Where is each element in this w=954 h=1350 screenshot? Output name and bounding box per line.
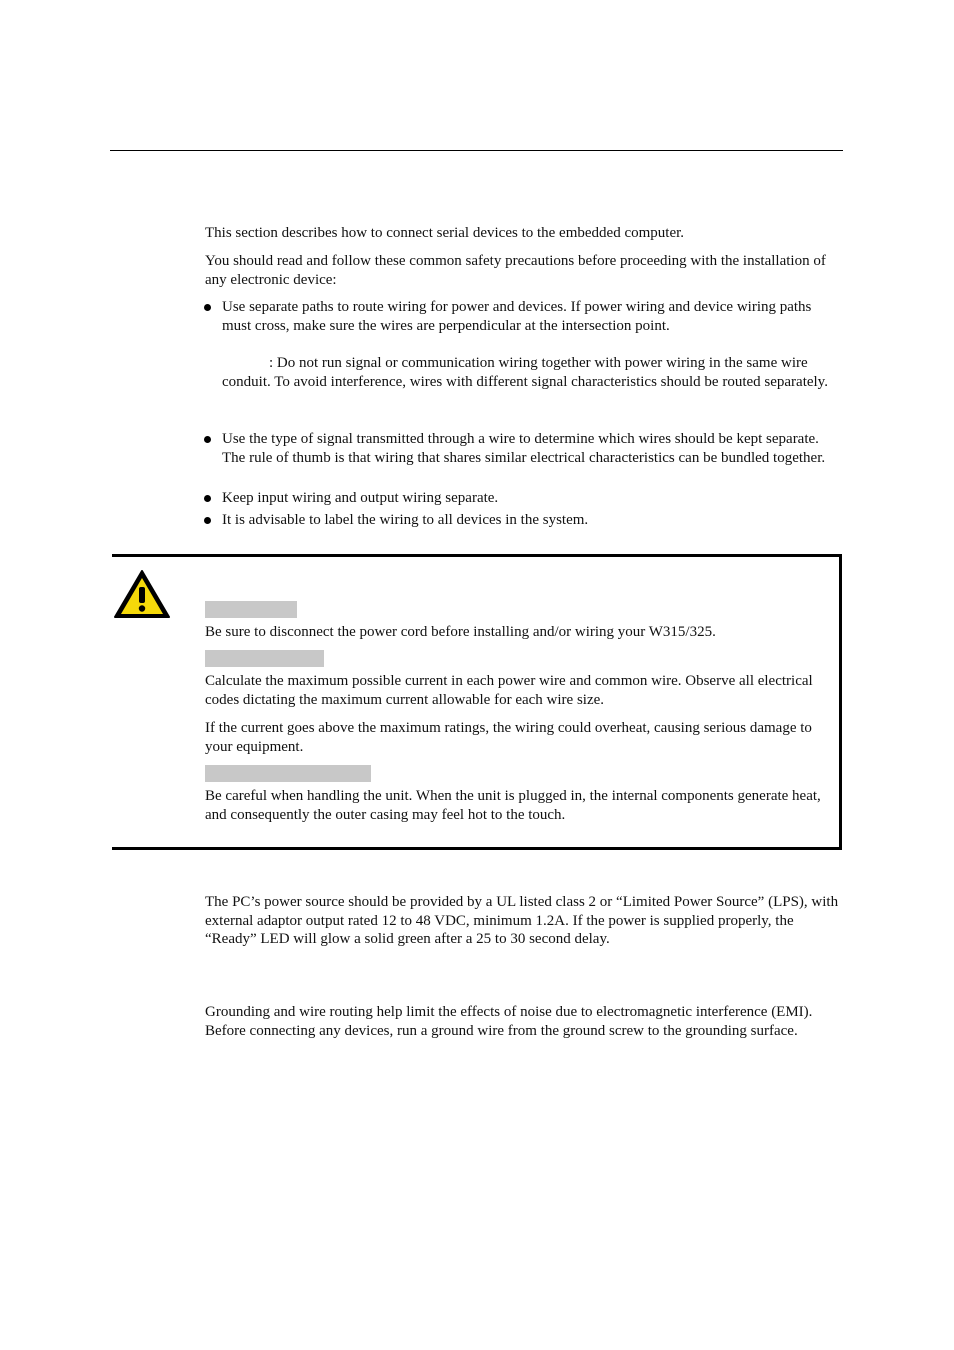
intro-paragraph: This section describes how to connect serial devices to the embedded computer. <box>205 225 685 241</box>
bullet-dot <box>204 304 211 311</box>
bullet-dot <box>204 495 211 502</box>
warning-paragraph: Be careful when handling the unit. When the unit is plugged in, the internal components generate heat, and consequently the outer casing may feel hot to the touch. <box>205 788 821 823</box>
warning-paragraph: Calculate the maximum possible current in each power wire and common wire. Observe all electrical codes dictating the maximum current allowable for each wire size. <box>205 673 813 708</box>
grounding-paragraph: Grounding and wire routing help limit the effects of noise due to electromagnetic interference (EMI). Before connecting any devices, run a ground wire from the ground screw to the grounding surface. <box>205 1004 813 1039</box>
note-text: : Do not run signal or communication wiring together with power wiring in the same wire conduit. To avoid interference, wires with different signal characteristics should be routed separately. <box>222 355 828 390</box>
warning-heading-bar <box>205 765 371 782</box>
warning-heading-bar <box>205 601 297 618</box>
warning-heading-bar <box>205 650 324 667</box>
warning-triangle-icon <box>113 569 171 619</box>
bullet-item: Use separate paths to route wiring for power and devices. If power wiring and device wiring paths must cross, make sure the wires are perpendicular at the intersection point. <box>222 299 812 334</box>
warning-paragraph: If the current goes above the maximum ratings, the wiring could overheat, causing serious damage to your equipment. <box>205 720 812 755</box>
bullet-dot <box>204 436 211 443</box>
bullet-item: Keep input wiring and output wiring separate. <box>222 490 499 506</box>
header-rule <box>110 150 843 151</box>
safety-intro-paragraph: You should read and follow these common safety precautions before proceeding with the installation of any electronic device: <box>205 253 826 288</box>
bullet-item: It is advisable to label the wiring to all devices in the system. <box>222 512 589 528</box>
warning-paragraph: Be sure to disconnect the power cord before installing and/or wiring your W315/325. <box>205 624 716 640</box>
power-paragraph: The PC’s power source should be provided by a UL listed class 2 or “Limited Power Source” (LPS), with external adaptor output rated 12 to 48 VDC, minimum 1.2A. If the power is supplied properly, the “Ready” LED will glow a solid green after a 25 to 30 second delay. <box>205 894 839 947</box>
bullet-dot <box>204 517 211 524</box>
bullet-item: Use the type of signal transmitted through a wire to determine which wires should be kept separate. The rule of thumb is that wiring that shares similar electrical characteristics can be bundled together. <box>222 431 826 466</box>
